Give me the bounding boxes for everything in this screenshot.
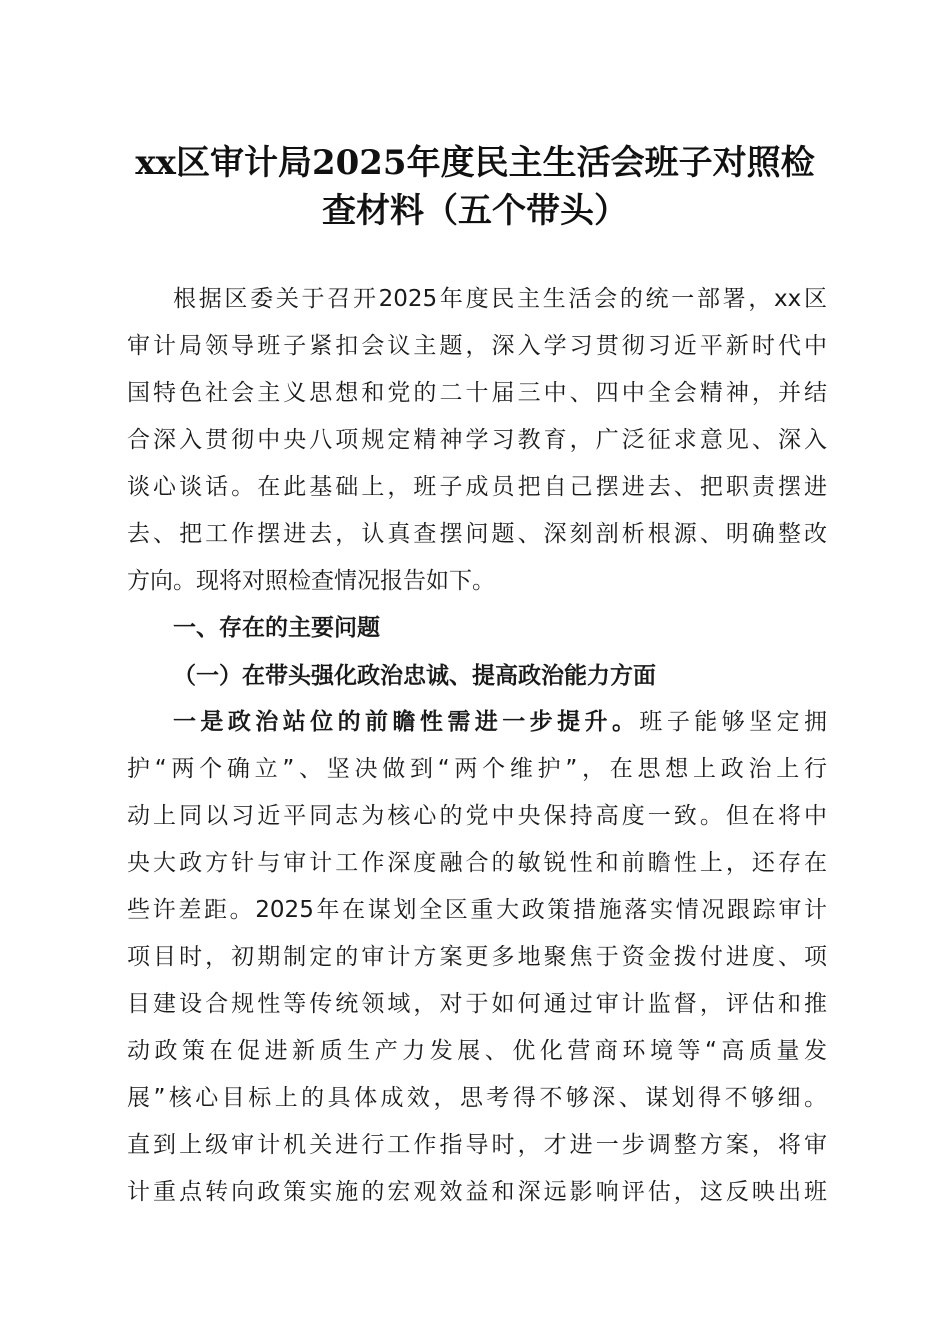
point-line: 央大政方针与审计工作深度融合的敏锐性和前瞻性上，还存在 — [127, 850, 827, 876]
point-line: 些许差距。2025年在谋划全区重大政策措施落实情况跟踪审计 — [127, 897, 827, 923]
intro-line: 合深入贯彻中央八项规定精神学习教育，广泛征求意见、深入 — [127, 427, 827, 453]
intro-line: 方向。现将对照检查情况报告如下。 — [127, 568, 495, 594]
point-line: 动政策在促进新质生产力发展、优化营商环境等“高质量发 — [127, 1038, 827, 1064]
point-line: 动上同以习近平同志为核心的党中央保持高度一致。但在将中 — [127, 803, 827, 829]
point-line: 目建设合规性等传统领域，对于如何通过审计监督，评估和推 — [127, 991, 827, 1017]
point-line: 计重点转向政策实施的宏观效益和深远影响评估，这反映出班 — [127, 1179, 827, 1205]
point-lead: 一是政治站位的前瞻性需进一步提升。 — [173, 709, 640, 735]
intro-line: 根据区委关于召开2025年度民主生活会的统一部署，xx区 — [173, 286, 827, 312]
document-title-line-1: xx区审计局2025年度民主生活会班子对照检 — [135, 143, 815, 183]
point-text: 班子能够坚定拥 — [639, 709, 828, 735]
document-body — [127, 276, 827, 1216]
section-heading: 一、存在的主要问题 — [173, 615, 380, 641]
intro-line: 审计局领导班子紧扣会议主题，深入学习贯彻习近平新时代中 — [127, 333, 827, 359]
document-title-line-2: 查材料（五个带头） — [322, 191, 628, 231]
point-line: 项目时，初期制定的审计方案更多地聚焦于资金拨付进度、项 — [127, 944, 827, 970]
subsection-heading: （一）在带头强化政治忠诚、提高政治能力方面 — [173, 662, 656, 689]
point-line: 展”核心目标上的具体成效，思考得不够深、谋划得不够细。 — [127, 1085, 827, 1111]
point-line: 护“两个确立”、坚决做到“两个维护”，在思想上政治上行 — [127, 756, 827, 782]
point-line: 直到上级审计机关进行工作指导时，才进一步调整方案，将审 — [127, 1132, 827, 1158]
intro-line: 去、把工作摆进去，认真查摆问题、深刻剖析根源、明确整改 — [127, 521, 827, 547]
point-first-line — [127, 699, 827, 746]
intro-line: 国特色社会主义思想和党的二十届三中、四中全会精神，并结 — [127, 380, 827, 406]
intro-line: 谈心谈话。在此基础上，班子成员把自己摆进去、把职责摆进 — [127, 474, 827, 500]
